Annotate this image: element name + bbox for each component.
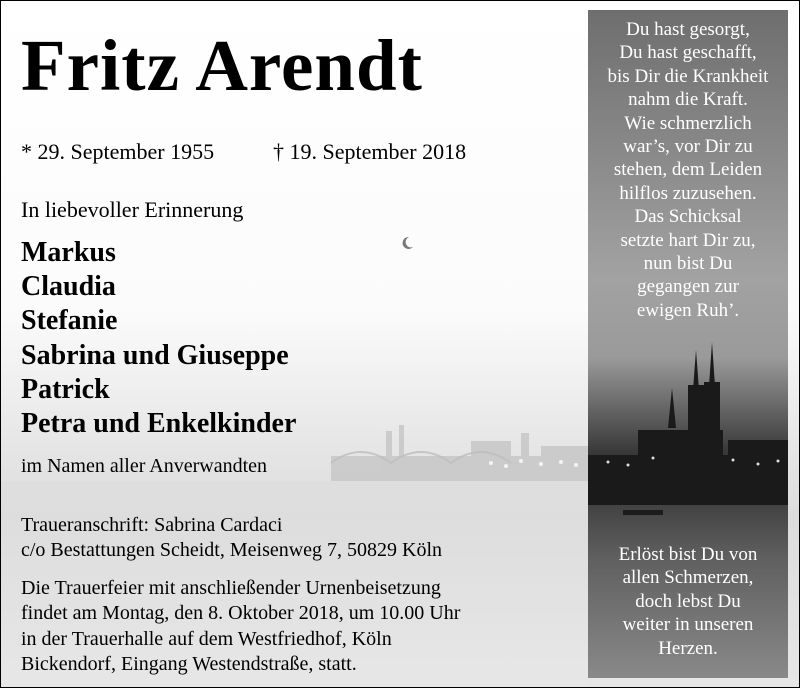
poem-line: war’s, vor Dir zu bbox=[623, 136, 753, 158]
mourners-list bbox=[21, 236, 296, 441]
poem-line: allen Schmerzen, bbox=[622, 567, 754, 589]
poem-line: doch lebst Du bbox=[635, 590, 741, 612]
poem-line: nahm die Kraft. bbox=[628, 89, 748, 111]
ceremony-line: findet am Montag, den 8. Oktober 2018, um 10.00 Uhr bbox=[21, 602, 461, 625]
ceremony-info bbox=[21, 576, 460, 678]
poem-line: bis Dir die Krankheit bbox=[607, 65, 769, 87]
poem-line: ewigen Ruh’. bbox=[636, 299, 740, 321]
poem-bottom bbox=[588, 543, 788, 660]
poem-line: Du hast geschafft, bbox=[619, 42, 757, 64]
deceased-name: Fritz Arendt bbox=[21, 25, 423, 106]
poem-top bbox=[588, 18, 788, 322]
poem-line: Das Schicksal bbox=[634, 206, 742, 228]
poem-line: Wie schmerzlich bbox=[624, 112, 752, 134]
mourner-name: Petra und Enkelkinder bbox=[21, 408, 297, 440]
poem-line: Erlöst bist Du von bbox=[618, 544, 758, 565]
poem-line: hilflos zuzusehen. bbox=[619, 182, 757, 204]
ceremony-line: Bickendorf, Eingang Westendstraße, statt. bbox=[21, 653, 357, 676]
address-line: Traueranschrift: Sabrina Cardaci bbox=[21, 514, 283, 536]
mourner-name: Stefanie bbox=[21, 305, 118, 337]
relatives-line: im Namen aller Anverwandten bbox=[21, 455, 268, 477]
mourner-name: Patrick bbox=[21, 373, 110, 405]
poem-line: Herzen. bbox=[658, 637, 718, 659]
poem-line: Du hast gesorgt, bbox=[626, 19, 750, 40]
poem-line: stehen, dem Leiden bbox=[613, 159, 763, 181]
ceremony-line: Die Trauerfeier mit anschließender Urnenbeisetzung bbox=[21, 577, 441, 599]
mourner-name: Claudia bbox=[21, 271, 116, 303]
mourner-name: Markus bbox=[21, 237, 116, 268]
poem-line: gegangen zur bbox=[637, 276, 739, 298]
death-date: † 19. September 2018 bbox=[273, 139, 467, 164]
poem-line: setzte hart Dir zu, bbox=[620, 229, 756, 251]
ceremony-line: in der Trauerhalle auf dem Westfriedhof, Köln bbox=[21, 627, 392, 650]
birth-date: * 29. September 1955 bbox=[21, 139, 215, 164]
mourning-address bbox=[21, 513, 442, 563]
poem-line: nun bist Du bbox=[643, 253, 733, 275]
address-line: c/o Bestattungen Scheidt, Meisenweg 7, 50829 Köln bbox=[21, 539, 443, 561]
memory-line: In liebevoller Erinnerung bbox=[21, 197, 244, 222]
mourner-name: Sabrina und Giuseppe bbox=[21, 339, 289, 371]
poem-line: weiter in unseren bbox=[622, 614, 754, 636]
